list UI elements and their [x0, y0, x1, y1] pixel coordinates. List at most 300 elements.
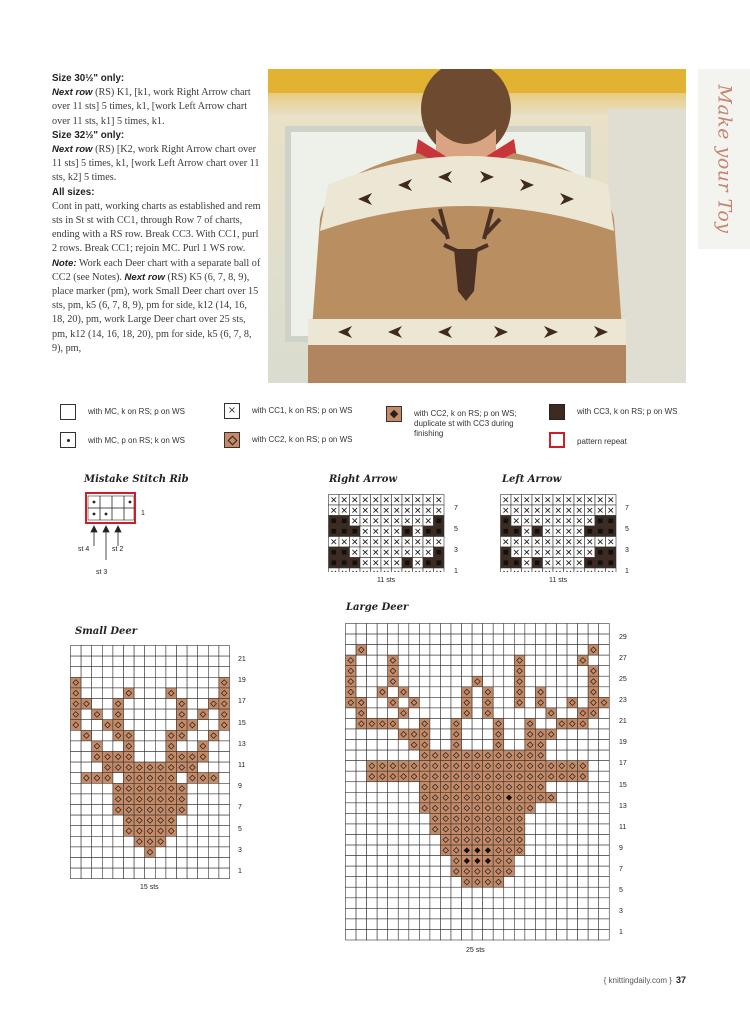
large-deer-cell	[388, 771, 399, 782]
large-deer-cell	[377, 919, 388, 930]
large-deer-cell	[514, 824, 525, 835]
small-deer-row-label: 11	[238, 761, 246, 769]
large-deer-cell	[578, 676, 589, 687]
small-deer-cell	[166, 709, 177, 720]
right-arrow-cc3-mark	[436, 518, 441, 523]
small-deer-title: Small Deer	[75, 626, 138, 637]
small-deer-cell	[92, 709, 103, 720]
size1-row-label: Next row	[52, 87, 93, 99]
large-deer-cell	[514, 708, 525, 719]
small-deer-cell	[92, 677, 103, 688]
small-deer-cell	[208, 741, 219, 752]
large-deer-cell	[514, 634, 525, 645]
large-deer-cell	[367, 835, 378, 846]
small-deer-cell	[71, 667, 82, 678]
small-deer-cell	[81, 762, 92, 773]
large-deer-cell	[472, 697, 483, 708]
large-deer-cell	[388, 687, 399, 698]
small-deer-cell	[113, 709, 124, 720]
large-deer-cell	[377, 908, 388, 919]
large-deer-cell	[419, 761, 430, 772]
large-deer-cell	[578, 645, 589, 656]
large-deer-cell	[419, 813, 430, 824]
large-deer-cell	[578, 835, 589, 846]
large-deer-cell	[356, 687, 367, 698]
large-deer-cell	[356, 877, 367, 888]
large-deer-cell	[462, 792, 473, 803]
small-deer-cell	[166, 730, 177, 741]
right-arrow-cc3-mark	[426, 529, 431, 534]
large-deer-cell	[578, 866, 589, 877]
large-deer-cell	[388, 908, 399, 919]
large-deer-cell	[525, 877, 536, 888]
small-deer-cell	[198, 783, 209, 794]
large-deer-cell	[599, 666, 610, 677]
large-deer-cell	[356, 845, 367, 856]
large-deer-cell	[535, 624, 546, 635]
small-deer-cell	[208, 815, 219, 826]
large-deer-cell	[419, 835, 430, 846]
large-deer-cell	[419, 708, 430, 719]
large-deer-cell	[367, 645, 378, 656]
left-arrow-sts: 11 sts	[549, 577, 568, 584]
large-deer-cell	[535, 929, 546, 940]
large-deer-cell	[398, 666, 409, 677]
large-deer-cell	[430, 919, 441, 930]
large-deer-cell	[451, 877, 462, 888]
legend-mc-purl-swatch	[60, 432, 76, 448]
right-arrow-cc3-mark	[436, 550, 441, 555]
large-deer-cell	[546, 740, 557, 751]
large-deer-cell	[398, 919, 409, 930]
large-deer-cell	[377, 634, 388, 645]
large-deer-cell	[504, 740, 515, 751]
large-deer-cell	[525, 729, 536, 740]
large-deer-cell	[557, 666, 568, 677]
large-deer-cell	[419, 919, 430, 930]
large-deer-cell	[514, 697, 525, 708]
large-deer-cell	[483, 782, 494, 793]
large-deer-cell	[472, 813, 483, 824]
small-deer-cell	[81, 656, 92, 667]
large-deer-cell	[377, 803, 388, 814]
small-deer-cell	[187, 656, 198, 667]
large-deer-cell	[346, 898, 357, 909]
small-deer-cell	[187, 847, 198, 858]
large-deer-cell	[440, 929, 451, 940]
large-deer-cell	[388, 708, 399, 719]
large-deer-cell	[419, 697, 430, 708]
large-deer-cell	[588, 803, 599, 814]
small-deer-cell	[71, 699, 82, 710]
large-deer-cell	[525, 782, 536, 793]
left-arrow-cell	[532, 568, 543, 572]
large-deer-cell	[535, 771, 546, 782]
small-deer-cell	[145, 730, 156, 741]
small-deer-cell	[219, 805, 230, 816]
large-deer-cell	[419, 729, 430, 740]
large-deer-chart	[345, 623, 611, 943]
large-deer-row-label: 25	[619, 676, 627, 684]
large-deer-cell	[377, 729, 388, 740]
small-deer-cell	[155, 783, 166, 794]
large-deer-cell	[557, 761, 568, 772]
small-deer-cell	[71, 688, 82, 699]
small-deer-cell	[187, 783, 198, 794]
large-deer-cell	[430, 750, 441, 761]
right-arrow-cell	[339, 568, 350, 572]
large-deer-cell	[525, 676, 536, 687]
left-arrow-cc3-mark	[514, 560, 519, 565]
large-deer-cell	[599, 655, 610, 666]
large-deer-cell	[462, 740, 473, 751]
small-deer-cell	[81, 773, 92, 784]
small-deer-cell	[198, 646, 209, 657]
large-deer-cell	[514, 792, 525, 803]
large-deer-cell	[578, 718, 589, 729]
large-deer-cell	[440, 908, 451, 919]
large-deer-cell	[451, 898, 462, 909]
small-deer-cell	[145, 815, 156, 826]
large-deer-cell	[525, 645, 536, 656]
small-deer-cell	[102, 667, 113, 678]
large-deer-cell	[377, 929, 388, 940]
large-deer-cell	[546, 645, 557, 656]
large-deer-cell	[567, 645, 578, 656]
right-arrow-cc3-mark	[352, 529, 357, 534]
small-deer-cell	[124, 805, 135, 816]
large-deer-cell	[440, 866, 451, 877]
large-deer-cell	[451, 835, 462, 846]
large-deer-cell	[462, 929, 473, 940]
small-deer-cell	[124, 847, 135, 858]
sweater-photo	[268, 69, 686, 383]
large-deer-cell	[504, 750, 515, 761]
large-deer-row-label: 7	[619, 865, 623, 873]
large-deer-cell	[440, 782, 451, 793]
large-deer-row-label: 5	[619, 887, 623, 895]
small-deer-cell	[187, 868, 198, 879]
large-deer-cell	[472, 782, 483, 793]
small-deer-cell	[166, 646, 177, 657]
large-deer-cell	[557, 624, 568, 635]
large-deer-cell	[535, 887, 546, 898]
large-deer-cell	[451, 750, 462, 761]
small-deer-cell	[102, 656, 113, 667]
small-deer-cell	[187, 826, 198, 837]
large-deer-cell	[462, 803, 473, 814]
small-deer-cell	[71, 794, 82, 805]
small-deer-cell	[219, 836, 230, 847]
large-deer-cell	[546, 708, 557, 719]
small-deer-cell	[177, 868, 188, 879]
large-deer-cell	[398, 697, 409, 708]
large-deer-cell	[599, 687, 610, 698]
large-deer-cell	[472, 824, 483, 835]
large-deer-cell	[567, 750, 578, 761]
small-deer-cell	[92, 656, 103, 667]
large-deer-cell	[493, 887, 504, 898]
large-deer-cell	[409, 856, 420, 867]
large-deer-cell	[377, 813, 388, 824]
left-arrow-chart	[500, 494, 618, 572]
small-deer-cell	[102, 858, 113, 869]
large-deer-cell	[356, 645, 367, 656]
large-deer-cell	[462, 676, 473, 687]
large-deer-cell	[514, 687, 525, 698]
large-deer-cell	[356, 740, 367, 751]
large-deer-cell	[462, 718, 473, 729]
large-deer-cell	[483, 824, 494, 835]
large-deer-cell	[367, 792, 378, 803]
small-deer-cell	[155, 826, 166, 837]
small-deer-cell	[219, 773, 230, 784]
large-deer-cell	[504, 813, 515, 824]
large-deer-cell	[440, 898, 451, 909]
large-deer-cell	[588, 740, 599, 751]
right-arrow-cc3-mark	[436, 560, 441, 565]
large-deer-cell	[377, 655, 388, 666]
large-deer-cell	[504, 835, 515, 846]
small-deer-cell	[113, 656, 124, 667]
large-deer-cell	[588, 898, 599, 909]
large-deer-cell	[535, 666, 546, 677]
small-deer-cell	[71, 752, 82, 763]
large-deer-cell	[578, 655, 589, 666]
large-deer-cell	[483, 676, 494, 687]
large-deer-cell	[525, 750, 536, 761]
large-deer-cell	[567, 803, 578, 814]
large-deer-cell	[578, 887, 589, 898]
large-deer-cell	[356, 835, 367, 846]
small-deer-cell	[219, 720, 230, 731]
large-deer-cell	[388, 929, 399, 940]
large-deer-cell	[451, 929, 462, 940]
large-deer-cell	[514, 771, 525, 782]
rib-chart	[80, 490, 160, 580]
large-deer-cell	[398, 718, 409, 729]
large-deer-cell	[535, 877, 546, 888]
right-arrow-cc3-mark	[352, 560, 357, 565]
large-deer-cell	[588, 782, 599, 793]
large-deer-cell	[557, 824, 568, 835]
large-deer-cell	[546, 697, 557, 708]
large-deer-cell	[578, 877, 589, 888]
small-deer-cell	[198, 794, 209, 805]
small-deer-cell	[81, 836, 92, 847]
small-deer-cell	[187, 699, 198, 710]
large-deer-cell	[356, 718, 367, 729]
large-deer-cell	[356, 887, 367, 898]
large-deer-cell	[493, 813, 504, 824]
large-deer-cell	[588, 887, 599, 898]
small-deer-cell	[208, 805, 219, 816]
large-deer-cell	[557, 697, 568, 708]
large-deer-cell	[578, 929, 589, 940]
large-deer-cell	[367, 697, 378, 708]
small-deer-cell	[187, 762, 198, 773]
large-deer-cell	[419, 824, 430, 835]
large-deer-cell	[504, 877, 515, 888]
large-deer-cell	[356, 856, 367, 867]
large-deer-cell	[356, 708, 367, 719]
large-deer-cell	[535, 908, 546, 919]
large-deer-cell	[440, 761, 451, 772]
large-deer-cell	[409, 708, 420, 719]
size2-heading: Size 32½" only:	[52, 129, 125, 141]
small-deer-cell	[155, 836, 166, 847]
large-deer-cell	[504, 666, 515, 677]
large-deer-cell	[599, 761, 610, 772]
small-deer-cell	[113, 741, 124, 752]
small-deer-cell	[71, 836, 82, 847]
large-deer-cell	[483, 835, 494, 846]
large-deer-cell	[419, 771, 430, 782]
large-deer-cell	[377, 824, 388, 835]
right-arrow-cell	[434, 568, 445, 572]
large-deer-cell	[483, 908, 494, 919]
right-arrow-cc3-mark	[342, 529, 347, 534]
small-deer-cell	[124, 815, 135, 826]
left-arrow-cc3-mark	[503, 560, 508, 565]
large-deer-cell	[462, 761, 473, 772]
large-deer-cell	[367, 856, 378, 867]
large-deer-cell	[377, 866, 388, 877]
large-deer-cell	[567, 687, 578, 698]
small-deer-cell	[187, 709, 198, 720]
large-deer-cell	[546, 718, 557, 729]
large-deer-cell	[346, 929, 357, 940]
small-deer-cell	[81, 730, 92, 741]
large-deer-cell	[388, 782, 399, 793]
large-deer-cell	[525, 624, 536, 635]
large-deer-cell	[578, 634, 589, 645]
small-deer-cell	[198, 847, 209, 858]
large-deer-cell	[567, 697, 578, 708]
large-deer-cell	[514, 645, 525, 656]
small-deer-row-label: 9	[238, 783, 242, 791]
large-deer-cell	[462, 824, 473, 835]
large-deer-cell	[356, 929, 367, 940]
large-deer-cell	[440, 877, 451, 888]
large-deer-cell	[430, 792, 441, 803]
small-deer-cell	[113, 699, 124, 710]
large-deer-cell	[557, 645, 568, 656]
small-deer-cell	[124, 656, 135, 667]
small-deer-cell	[166, 847, 177, 858]
all-sizes-text-2: Work each Deer chart with a separate ball of CC2 (see Notes).	[52, 257, 261, 283]
rib-row-label: 1	[141, 510, 145, 517]
small-deer-cell	[124, 783, 135, 794]
large-deer-cell	[430, 729, 441, 740]
large-deer-cell	[430, 740, 441, 751]
large-deer-cell	[388, 729, 399, 740]
large-deer-cell	[557, 856, 568, 867]
large-deer-cell	[567, 740, 578, 751]
large-deer-cell	[514, 676, 525, 687]
large-deer-cell	[493, 740, 504, 751]
large-deer-cell	[346, 845, 357, 856]
small-deer-cell	[71, 730, 82, 741]
large-deer-cell	[430, 718, 441, 729]
large-deer-cell	[578, 782, 589, 793]
large-deer-cell	[472, 687, 483, 698]
large-deer-cell	[483, 898, 494, 909]
large-deer-cell	[356, 750, 367, 761]
large-deer-cell	[398, 908, 409, 919]
small-deer-cell	[155, 762, 166, 773]
small-deer-cell	[145, 826, 156, 837]
large-deer-cell	[557, 718, 568, 729]
large-deer-cell	[546, 771, 557, 782]
small-deer-cell	[92, 730, 103, 741]
large-deer-cell	[430, 929, 441, 940]
large-deer-cell	[493, 761, 504, 772]
small-deer-cell	[92, 826, 103, 837]
large-deer-cell	[398, 792, 409, 803]
large-deer-cell	[430, 645, 441, 656]
small-deer-cell	[145, 847, 156, 858]
large-deer-cell	[462, 645, 473, 656]
large-deer-cell	[483, 761, 494, 772]
large-deer-cell	[578, 845, 589, 856]
right-arrow-title: Right Arrow	[329, 474, 398, 485]
large-deer-cell	[346, 729, 357, 740]
large-deer-row-label: 27	[619, 654, 627, 662]
large-deer-cell	[346, 919, 357, 930]
small-deer-cell	[134, 773, 145, 784]
large-deer-cell	[419, 718, 430, 729]
small-deer-cell	[187, 773, 198, 784]
large-deer-cell	[567, 824, 578, 835]
large-deer-cell	[367, 771, 378, 782]
large-deer-cell	[493, 624, 504, 635]
small-deer-cell	[208, 836, 219, 847]
large-deer-cell	[599, 645, 610, 656]
small-deer-cell	[71, 815, 82, 826]
large-deer-cell	[440, 729, 451, 740]
large-deer-cell	[377, 708, 388, 719]
large-deer-cell	[578, 761, 589, 772]
small-deer-cell	[102, 826, 113, 837]
small-deer-cell	[208, 677, 219, 688]
right-arrow-cc3-mark	[331, 550, 336, 555]
large-deer-cell	[504, 898, 515, 909]
large-deer-cell	[409, 740, 420, 751]
large-deer-cell	[440, 645, 451, 656]
large-deer-cell	[472, 898, 483, 909]
small-deer-cell	[113, 868, 124, 879]
small-deer-cell	[166, 741, 177, 752]
large-deer-cell	[493, 898, 504, 909]
large-deer-cell	[462, 634, 473, 645]
large-deer-cell	[377, 782, 388, 793]
large-deer-cell	[356, 908, 367, 919]
small-deer-cell	[208, 720, 219, 731]
large-deer-cell	[440, 676, 451, 687]
large-deer-cell	[493, 835, 504, 846]
small-deer-cell	[219, 826, 230, 837]
large-deer-cell	[346, 697, 357, 708]
large-deer-cell	[356, 898, 367, 909]
large-deer-cell	[398, 687, 409, 698]
large-deer-cell	[557, 929, 568, 940]
large-deer-cell	[504, 687, 515, 698]
small-deer-cell	[102, 688, 113, 699]
large-deer-cell	[409, 624, 420, 635]
large-deer-cell	[578, 919, 589, 930]
large-deer-cell	[588, 845, 599, 856]
